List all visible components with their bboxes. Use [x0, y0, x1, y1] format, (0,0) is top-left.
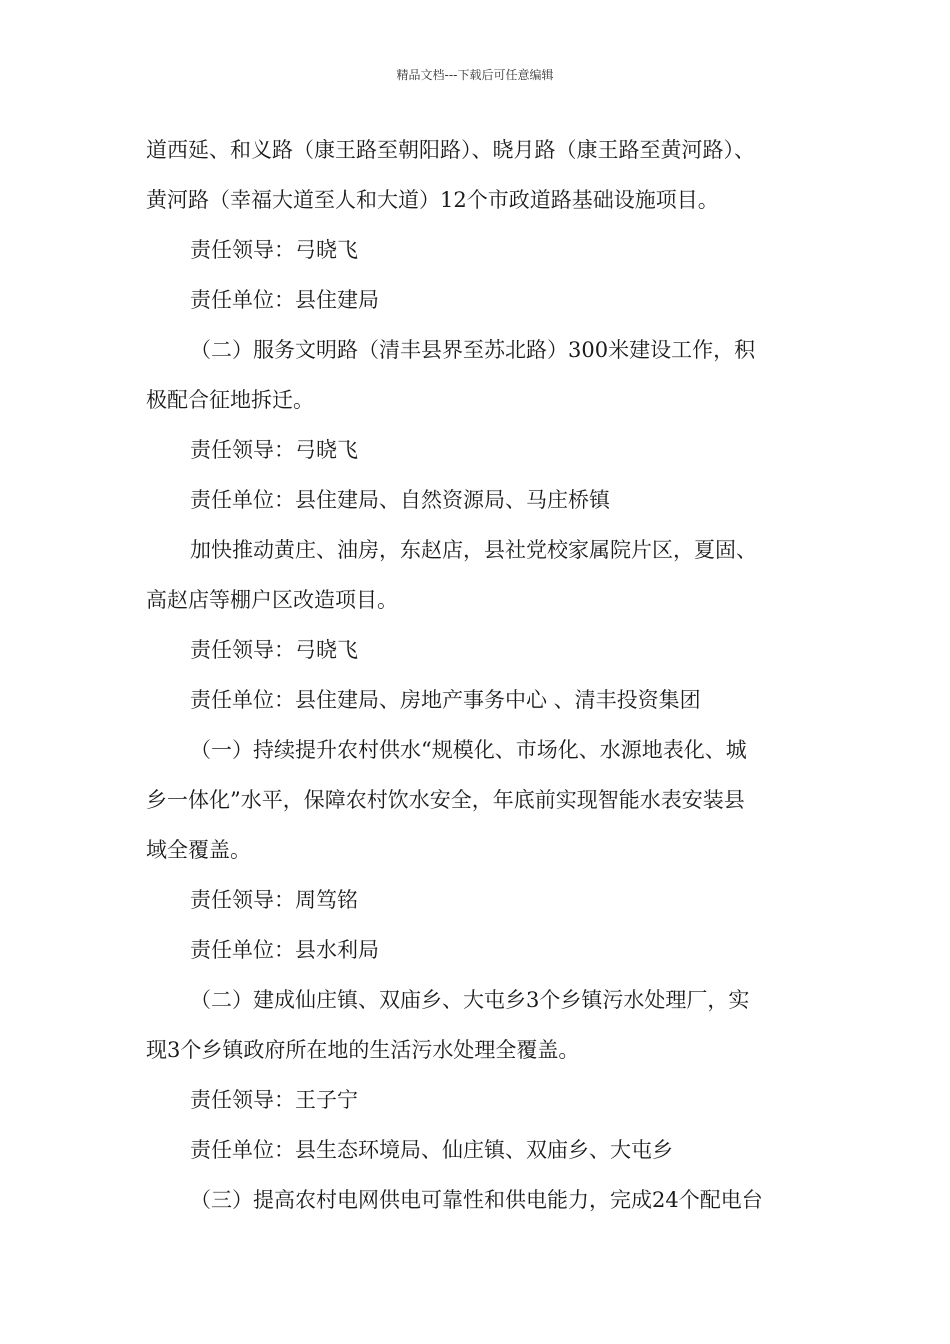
responsible-unit-line: 责任单位：县住建局、自然资源局、马庄桥镇 — [190, 488, 610, 512]
paragraph-line: 高赵店等棚户区改造项目。 — [146, 588, 398, 612]
paragraph-line: 域全覆盖。 — [146, 838, 251, 862]
paragraph-line: （二）服务文明路（清丰县界至苏北路）300米建设工作，积 — [190, 338, 756, 362]
paragraph-line: （一）持续提升农村供水“规模化、市场化、水源地表化、城 — [190, 738, 747, 762]
document-body — [146, 130, 846, 1230]
responsible-unit-line: 责任单位：县住建局、房地产事务中心 、清丰投资集团 — [190, 688, 701, 712]
paragraph-line: 黄河路（幸福大道至人和大道）12个市政道路基础设施项目。 — [146, 188, 719, 212]
responsible-leader-line: 责任领导：弓晓飞 — [190, 638, 358, 662]
paragraph-line: 道西延、和义路（康王路至朝阳路）、晓月路（康王路至黄河路）、 — [146, 138, 755, 162]
paragraph-line: （二）建成仙庄镇、双庙乡、大屯乡3个乡镇污水处理厂，实 — [190, 988, 750, 1012]
responsible-unit-line: 责任单位：县住建局 — [190, 288, 379, 312]
responsible-unit-line: 责任单位：县生态环境局、仙庄镇、双庙乡、大屯乡 — [190, 1138, 673, 1162]
paragraph-line: 现3个乡镇政府所在地的生活污水处理全覆盖。 — [146, 1038, 580, 1062]
paragraph-line: 加快推动黄庄、油房，东赵店，县社党校家属院片区，夏固、 — [190, 538, 757, 562]
paragraph-line: （三）提高农村电网供电可靠性和供电能力，完成24个配电台 — [190, 1188, 763, 1212]
responsible-leader-line: 责任领导：弓晓飞 — [190, 438, 358, 462]
responsible-leader-line: 责任领导：周笃铭 — [190, 888, 358, 912]
responsible-leader-line: 责任领导：王子宁 — [190, 1088, 358, 1112]
page-header: 精品文档---下载后可任意编辑 — [396, 68, 554, 82]
paragraph-line: 极配合征地拆迁。 — [146, 388, 314, 412]
responsible-leader-line: 责任领导：弓晓飞 — [190, 238, 358, 262]
responsible-unit-line: 责任单位：县水利局 — [190, 938, 379, 962]
paragraph-line: 乡一体化”水平，保障农村饮水安全，年底前实现智能水表安装县 — [146, 788, 745, 812]
